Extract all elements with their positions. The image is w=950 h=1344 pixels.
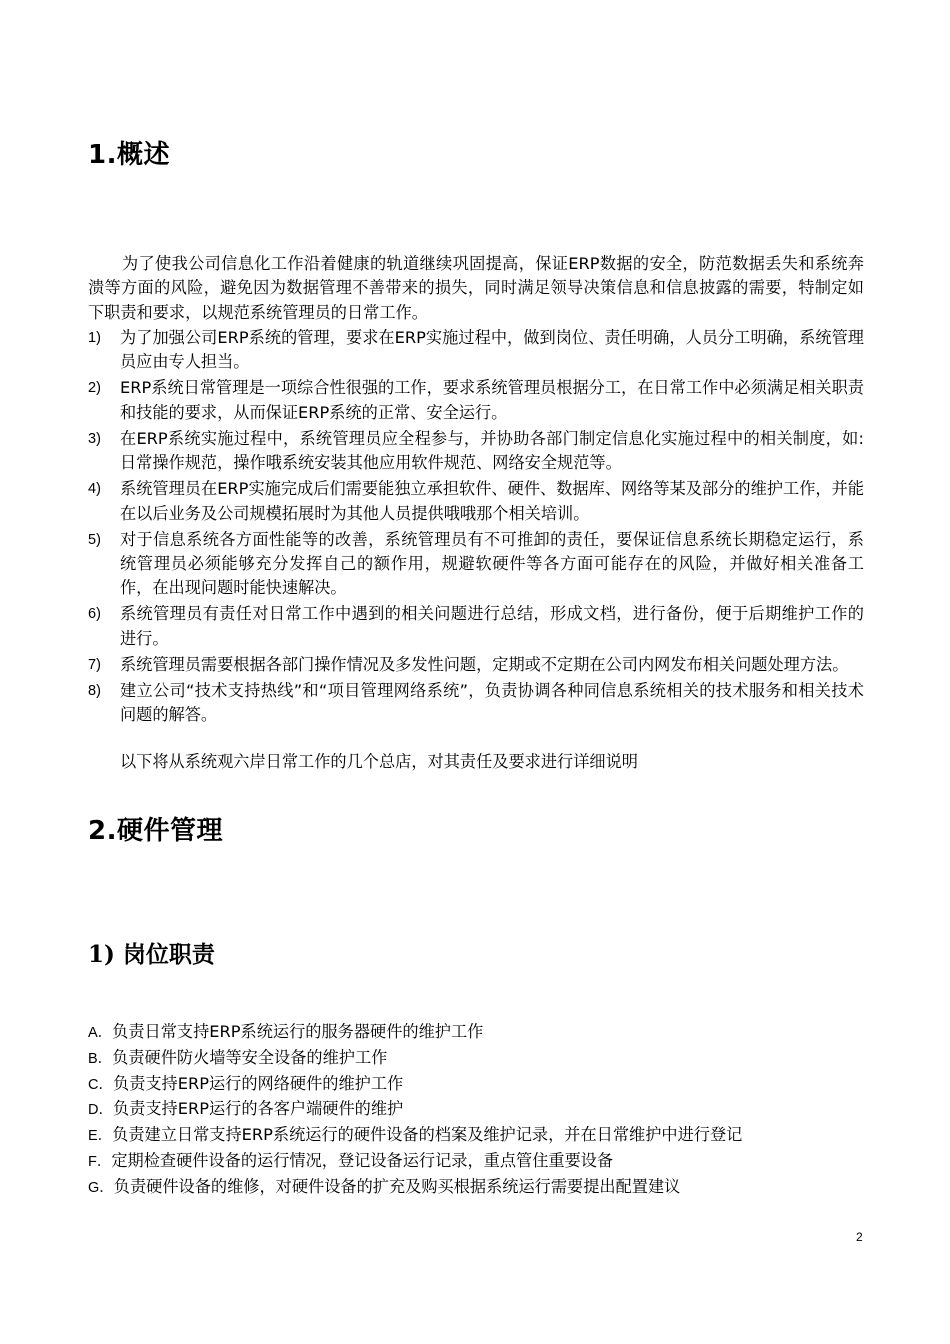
list-item-text: 负责支持ERP运行的网络硬件的维护工作	[112, 1073, 404, 1093]
page-number: 2	[856, 1230, 863, 1244]
list-item-text: 对于信息系统各方面性能等的改善，系统管理员有不可推卸的责任，要保证信息系统长期稳定运行，系统管理员必须能够充分发挥自己的额作用，规避软硬件等各方面可能存在的风险，并做好相关准备工作，在出现问题时能快速解决。	[120, 529, 864, 598]
list-item-number: 7)	[88, 656, 101, 673]
list-item-letter: E．	[88, 1128, 113, 1145]
list-item	[88, 1020, 878, 1046]
list-item-number: 4)	[88, 481, 101, 498]
list-item-letter: C．	[88, 1076, 113, 1093]
list-item	[88, 427, 864, 476]
list-item	[88, 326, 864, 375]
list-item	[88, 528, 864, 601]
list-item-text: 定期检查硬件设备的运行情况，登记设备运行记录，重点管住重要设备	[111, 1150, 614, 1170]
list-item	[88, 477, 864, 526]
section-heading-overview: 1.概述	[88, 140, 170, 170]
list-item-number: 5)	[88, 531, 101, 548]
closing-sentence: 以下将从系统观六岸日常工作的几个总店，对其责任及要求进行详细说明	[120, 752, 638, 771]
list-item	[88, 376, 864, 425]
list-item-number: 1)	[88, 330, 101, 346]
list-item-letter: A．	[88, 1025, 113, 1041]
list-item-letter: D．	[88, 1102, 113, 1119]
list-item-text: 负责支持ERP运行的各客户端硬件的维护	[112, 1099, 404, 1119]
list-item-number: 6)	[88, 606, 101, 623]
list-item	[88, 602, 864, 651]
list-item	[88, 1072, 878, 1098]
intro-paragraph: 为了使我公司信息化工作沿着健康的轨道继续巩固提高，保证ERP数据的安全，防范数据丢失和系统奔溃等方面的风险，避免因为数据管理不善带来的损失，同时满足领导决策信息和信息披露的需要，特制定如下职责和要求，以规范系统管理员的日常工作。	[88, 254, 864, 322]
list-item	[88, 1123, 878, 1149]
duties-list	[88, 326, 864, 729]
list-item	[88, 1046, 878, 1072]
list-item-text: 负责建立日常支持ERP系统运行的硬件设备的档案及维护记录，并在日常维护中进行登记	[112, 1125, 743, 1145]
list-item-letter: F．	[88, 1153, 112, 1170]
list-item-text: 为了加强公司ERP系统的管理，要求在ERP实施过程中，做到岗位、责任明确，人员分工明确，系统管理员应由专人担当。	[120, 328, 864, 372]
list-item	[88, 1175, 878, 1201]
list-item-text: 系统管理员有责任对日常工作中遇到的相关问题进行总结，形成文档，进行备份，便于后期维护工作的进行。	[120, 604, 864, 648]
subheading-responsibilities: 1) 岗位职责	[88, 941, 215, 968]
list-item	[88, 679, 864, 728]
list-item-text: ERP系统日常管理是一项综合性很强的工作，要求系统管理员根据分工，在日常工作中必须满足相关职责和技能的要求，从而保证ERP系统的正常、安全运行。	[120, 378, 864, 422]
list-item-number: 8)	[88, 682, 101, 699]
list-item	[88, 1149, 878, 1175]
list-item-text: 在ERP系统实施过程中，系统管理员应全程参与，并协助各部门制定信息化实施过程中的相关制度，如:日常操作规范，操作哦系统安装其他应用软件规范、网络安全规范等。	[120, 428, 864, 473]
list-item-number: 2)	[88, 380, 101, 397]
list-item	[88, 1097, 878, 1123]
list-item-letter: G．	[88, 1179, 114, 1196]
list-item-text: 建立公司“技术支持热线”和“项目管理网络系统”，负责协调各种同信息系统相关的技术服务和相关技术问题的解答。	[120, 680, 864, 725]
section-heading-hardware: 2.硬件管理	[88, 816, 223, 846]
list-item-text: 系统管理员需要根据各部门操作情况及多发性问题，定期或不定期在公司内网发布相关问题处理方法。	[120, 654, 849, 674]
list-item-text: 负责硬件设备的维修，对硬件设备的扩充及购买根据系统运行需要提出配置建议	[113, 1176, 681, 1196]
list-item-number: 3)	[88, 430, 101, 447]
list-item-text: 负责硬件防火墙等安全设备的维护工作	[112, 1047, 388, 1067]
list-item	[88, 653, 864, 677]
list-item-text: 负责日常支持ERP系统运行的服务器硬件的维护工作	[112, 1022, 484, 1041]
list-item-text: 系统管理员在ERP实施完成后们需要能独立承担软件、硬件、数据库、网络等某及部分的维护工作，并能在以后业务及公司规模拓展时为其他人员提供哦哦那个相关培训。	[120, 479, 864, 523]
responsibilities-list	[88, 1020, 878, 1201]
list-item-letter: B．	[88, 1050, 113, 1067]
